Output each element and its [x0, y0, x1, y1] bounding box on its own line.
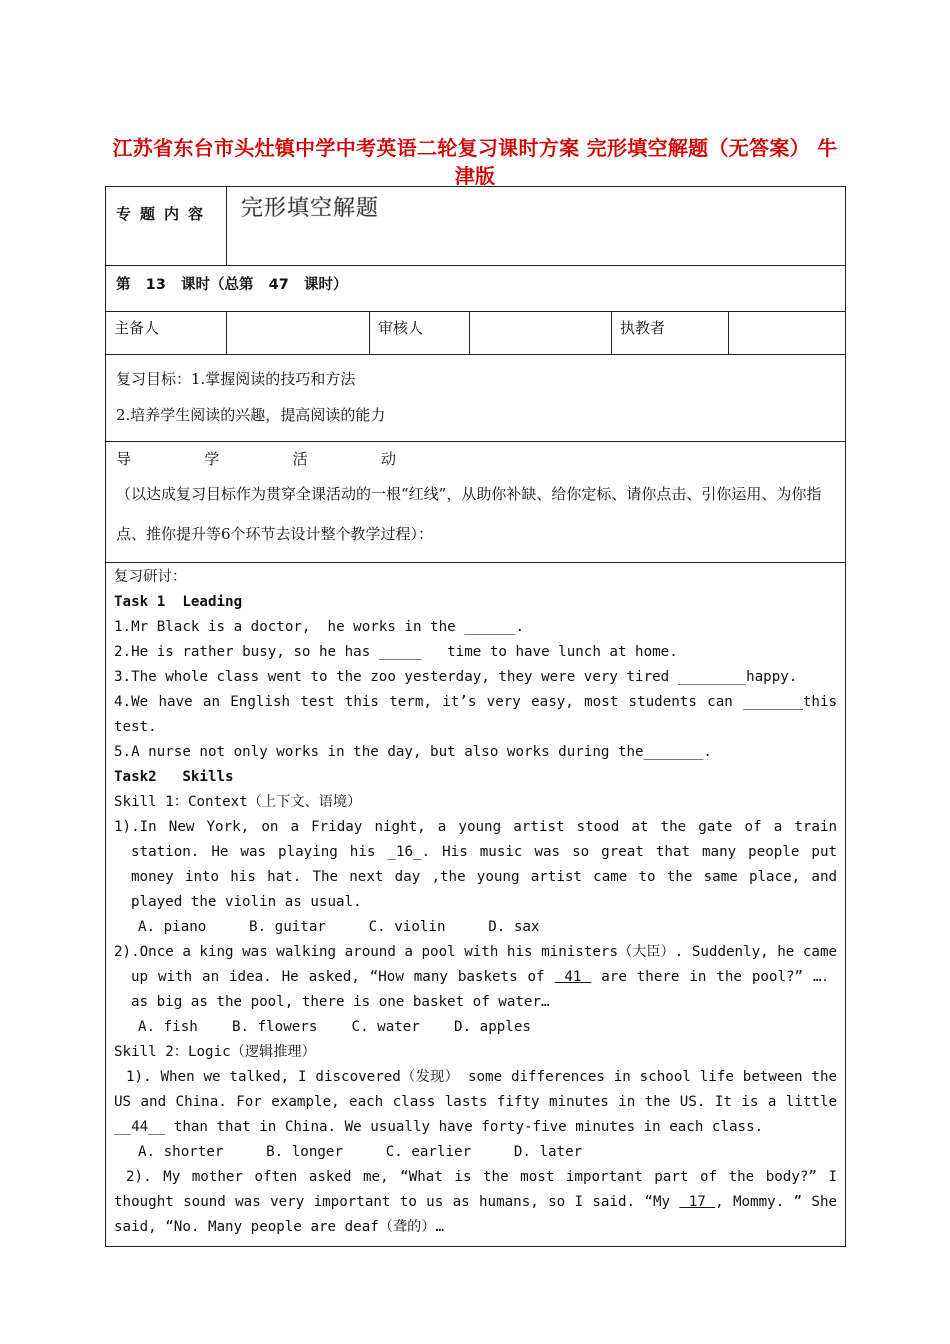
task1-q1: 1.Mr Black is a doctor, he works in the ______. — [114, 619, 524, 635]
review-goals — [106, 355, 846, 442]
document-title: 江苏省东台市头灶镇中学中考英语二轮复习课时方案 完形填空解题（无答案） 牛津版 — [112, 136, 838, 188]
skill2-question-1: 1). When we talked, I discovered（发现） some differences in school life between the US and China. For example, each class lasts fifty minutes in the US. It is a little __44__ than that in China. We usually have forty-five minutes in each class. — [114, 1069, 846, 1135]
reviewer-value — [470, 312, 612, 355]
lesson-total-prefix: 课时（总第 — [181, 277, 254, 293]
goals-row — [106, 355, 846, 442]
guide-heading: 导 学 活 动 — [116, 450, 396, 468]
skill2-question-2: 2). My mother often asked me, “What is the most important part of the body?” I thought sound was very important to us as humans, so I said. “My 17 , Mommy. ” She said, “No. Many people are deaf（聋的）… — [114, 1169, 846, 1235]
task1-q3: 3.The whole class went to the zoo yesterday, they were very tired ________happy. — [114, 669, 798, 685]
blank-17: 17 — [679, 1194, 716, 1210]
teacher-label: 执教者 — [612, 312, 729, 355]
content-row — [106, 563, 846, 1247]
lead-preparer-value — [227, 312, 370, 355]
skill1-question-1: 1).In New York, on a Friday night, a young artist stood at the gate of a train station. He was playing his _16_. His music was so great that many people put money into his hat. The next day ,the young artist came to the same place, and played the violin as usual. — [114, 819, 846, 910]
task1-q5: 5.A nurse not only works in the day, but also works during the_______. — [114, 744, 712, 760]
review-content — [106, 563, 855, 1247]
task2-heading: Task2 Skills — [114, 769, 234, 785]
study-heading: 复习研讨： — [114, 569, 187, 585]
skill1-question-2-options: A. fish B. flowers C. water D. apples — [138, 1019, 531, 1035]
lesson-number: 13 — [145, 277, 166, 293]
lead-preparer-label: 主备人 — [106, 312, 227, 355]
skill1-question-2: 2).Once a king was walking around a pool with his ministers（大臣）. Suddenly, he came up with an idea. He asked, “How many baskets of 41 are there in the pool?” …． as big as the pool, there is one basket of water… — [114, 944, 855, 1010]
reviewer-label: 审核人 — [370, 312, 470, 355]
lesson-suffix: 课时） — [304, 277, 348, 293]
guide-description: （以达成复习目标作为贯穿全课活动的一根“红线”，从助你补缺、给你定标、请你点击、引你运用、为你指点、推你提升等6个环节去设计整个教学过程）： — [116, 485, 822, 543]
guided-activities — [106, 442, 846, 563]
goal-line-2: 2.培养学生阅读的兴趣，提高阅读的能力 — [116, 406, 386, 424]
lesson-plan-table — [105, 186, 855, 1247]
skill1-question-1-options: A. piano B. guitar C. violin D. sax — [138, 919, 540, 935]
task1-heading: Task 1 Leading — [114, 594, 243, 610]
skill2-question-1-options: A. shorter B. longer C. earlier D. later — [138, 1144, 583, 1160]
blank-41: 41 — [554, 969, 592, 985]
goal-line-1: 复习目标：1.掌握阅读的技巧和方法 — [116, 370, 356, 388]
topic-row — [106, 187, 846, 266]
lesson-total-number: 47 — [268, 277, 289, 293]
lesson-row — [106, 266, 846, 312]
skill2-heading: Skill 2：Logic（逻辑推理） — [114, 1044, 316, 1060]
topic-label: 专题内容 — [106, 187, 227, 266]
skill1-heading: Skill 1：Context（上下文、语境） — [114, 794, 362, 810]
topic-value: 完形填空解题 — [227, 187, 846, 266]
task1-q2: 2.He is rather busy, so he has _____ time to have lunch at home. — [114, 644, 678, 660]
task1-q4: 4.We have an English test this term, it’s very easy, most students can _______this test. — [114, 694, 846, 735]
staff-row — [106, 312, 846, 355]
lesson-count — [106, 266, 846, 312]
teacher-value — [729, 312, 846, 355]
guide-row — [106, 442, 846, 563]
lesson-prefix: 第 — [116, 277, 131, 293]
